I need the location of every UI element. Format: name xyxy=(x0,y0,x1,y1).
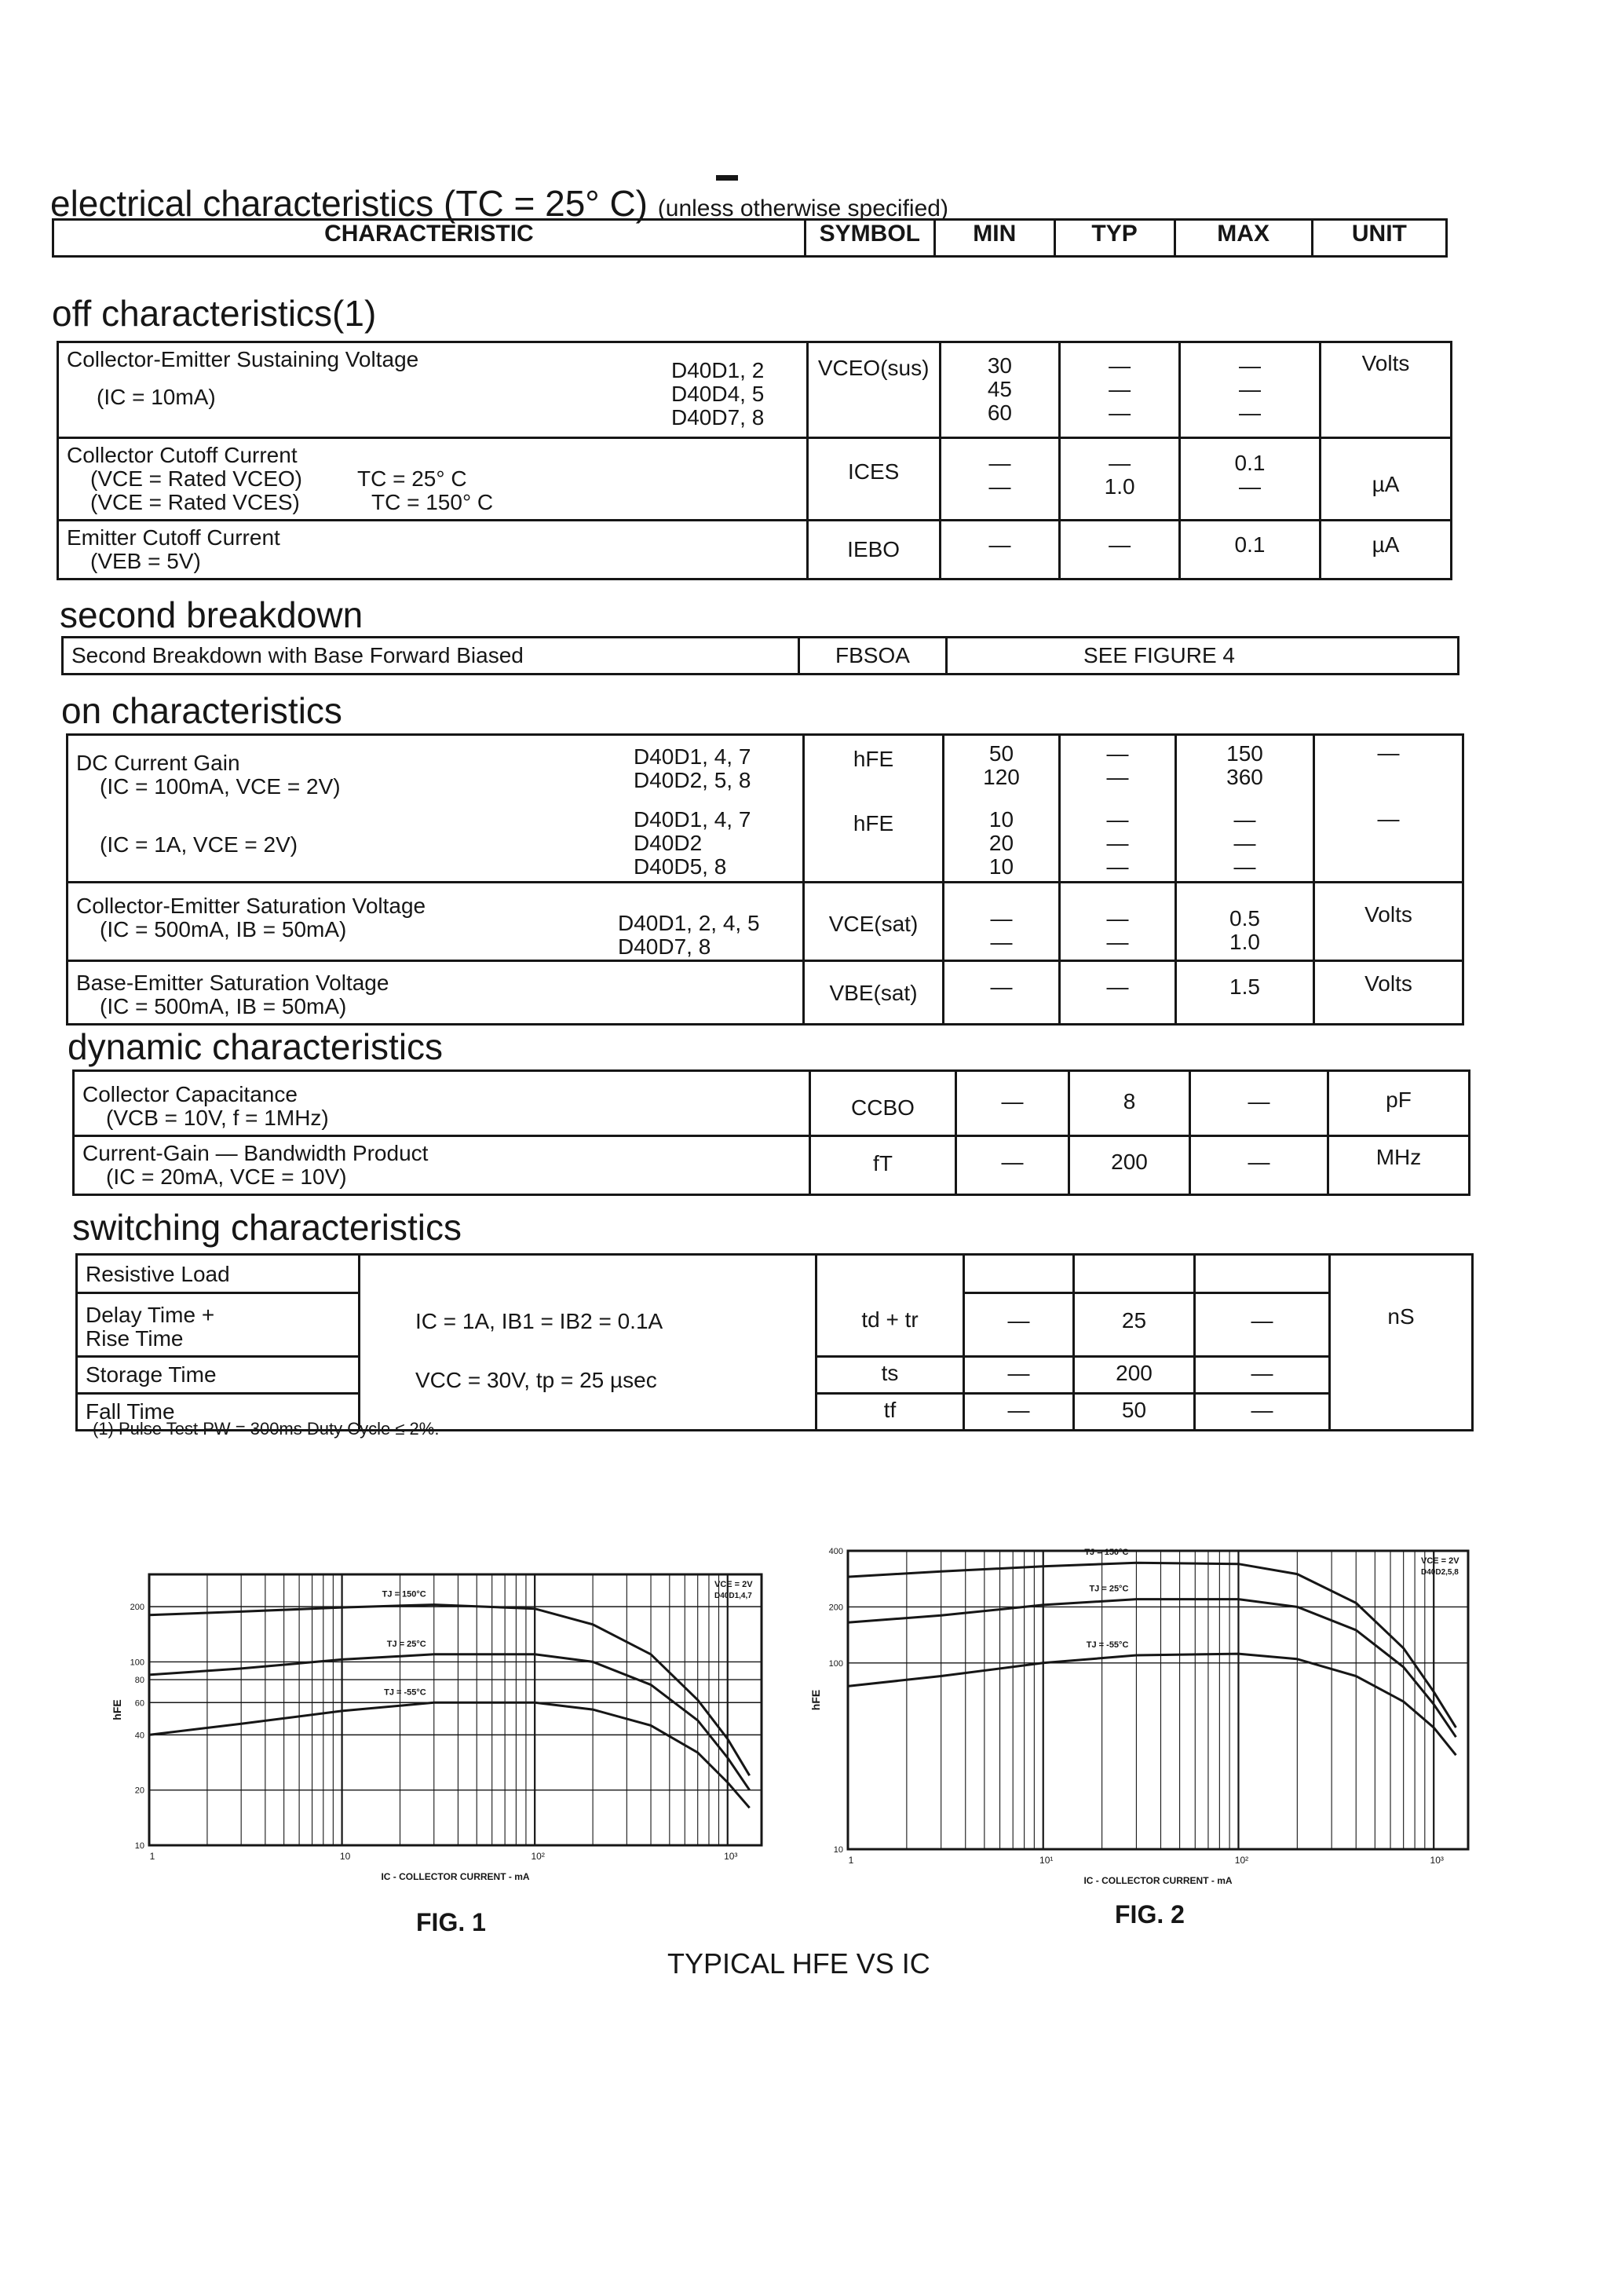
y-tick-label: 10 xyxy=(833,1845,843,1855)
fig1-chart xyxy=(110,1555,785,1908)
device-list xyxy=(634,745,751,792)
y-axis-label: hFE xyxy=(809,1689,822,1711)
characteristic-name: Rise Time xyxy=(86,1326,184,1351)
symbol: IEBO xyxy=(847,537,901,561)
unit-cell xyxy=(1330,1293,1473,1431)
value: 60 xyxy=(987,400,1013,425)
value: — xyxy=(1238,400,1261,425)
curve-label: TJ = -55°C xyxy=(384,1687,426,1698)
unit-cell xyxy=(1328,1136,1470,1195)
table-row xyxy=(74,1136,1470,1195)
value: — xyxy=(1106,974,1129,999)
typ-cell xyxy=(1060,342,1180,438)
value: 10 xyxy=(988,807,1014,832)
table-row xyxy=(77,1255,1473,1293)
device: D40D4, 5 xyxy=(671,382,765,406)
table-row xyxy=(68,960,1463,1024)
value: 0.1 xyxy=(1234,532,1266,557)
symbol-cell xyxy=(816,1293,964,1357)
device: D40D1, 4, 7 xyxy=(634,807,751,832)
characteristic-name: Delay Time + xyxy=(86,1303,215,1327)
x-tick-label: 10 xyxy=(339,1851,351,1862)
value: — xyxy=(1238,353,1261,378)
symbol-cell xyxy=(799,638,947,675)
col-typ: TYP xyxy=(1054,220,1174,257)
value: 0.5 xyxy=(1229,905,1260,930)
test-condition: (VCB = 10V, f = 1MHz) xyxy=(106,1106,329,1130)
series-line xyxy=(149,1654,750,1790)
condition-cell xyxy=(360,1293,816,1357)
characteristic-name: Storage Time xyxy=(86,1362,217,1387)
symbol: hFE xyxy=(853,811,894,835)
unit-cell xyxy=(1321,521,1452,579)
value: — xyxy=(1238,377,1261,401)
symbol-cell xyxy=(810,1071,956,1136)
value: — xyxy=(1001,1150,1024,1174)
min-cell xyxy=(964,1394,1074,1431)
symbol-cell xyxy=(807,342,940,438)
value: — xyxy=(1109,400,1131,425)
unit: — xyxy=(1377,740,1400,765)
characteristic-name: Collector Capacitance xyxy=(82,1082,298,1106)
table-row xyxy=(58,342,1452,438)
value: — xyxy=(1106,854,1129,879)
characteristic-name: Base-Emitter Saturation Voltage xyxy=(76,970,389,995)
value: — xyxy=(1106,831,1129,855)
test-condition: (IC = 500mA, IB = 50mA) xyxy=(100,916,347,941)
fig1-label: FIG. 1 xyxy=(416,1908,486,1936)
value: — xyxy=(988,451,1011,475)
unit-cell xyxy=(1314,803,1463,882)
min-cell xyxy=(944,803,1060,882)
unit: — xyxy=(1377,806,1400,831)
typ-cell xyxy=(1074,1293,1195,1357)
value: — xyxy=(1007,1361,1030,1385)
symbol: ts xyxy=(881,1361,899,1385)
table-row xyxy=(77,1357,1473,1394)
typ-cell xyxy=(1060,960,1176,1024)
unit: pF xyxy=(1386,1088,1412,1112)
series-line xyxy=(848,1563,1456,1727)
y-tick-label: 200 xyxy=(828,1603,843,1613)
table-row xyxy=(68,735,1463,804)
test-condition: (IC = 10mA) xyxy=(97,385,216,409)
off-section-title: off characteristics(1) xyxy=(52,293,377,334)
symbol: ICES xyxy=(847,459,900,484)
series-line xyxy=(848,1654,1456,1755)
value: 8 xyxy=(1123,1089,1136,1113)
value: 200 xyxy=(1111,1150,1148,1174)
symbol: td + tr xyxy=(861,1307,919,1332)
max-cell xyxy=(1195,1293,1330,1357)
max-cell xyxy=(1176,735,1314,804)
col-max: MAX xyxy=(1174,220,1312,257)
x-tick-label: 10² xyxy=(1234,1855,1249,1866)
min-cell xyxy=(940,342,1060,438)
value: 50 xyxy=(1121,1398,1147,1422)
max-cell xyxy=(1179,342,1320,438)
symbol-cell xyxy=(804,803,944,882)
unit-cell xyxy=(1314,960,1463,1024)
fig2-plot xyxy=(809,1547,1468,1886)
series-line xyxy=(848,1600,1456,1738)
symbol-cell xyxy=(804,960,944,1024)
typ-cell xyxy=(1060,882,1176,960)
value: 120 xyxy=(983,765,1020,789)
value: — xyxy=(1251,1361,1273,1385)
value: — xyxy=(1109,353,1131,378)
test-condition: (VCE = Rated VCEO) xyxy=(90,466,302,491)
unit-cell xyxy=(1314,882,1463,960)
device-list xyxy=(634,808,751,879)
value: 0.1 xyxy=(1234,451,1266,475)
value: — xyxy=(1251,1398,1273,1422)
x-tick-label: 10³ xyxy=(724,1851,738,1862)
temperature: TC = 150° C xyxy=(371,490,494,514)
min-cell xyxy=(944,960,1060,1024)
unit: nS xyxy=(1387,1303,1415,1329)
table-row xyxy=(77,1293,1473,1357)
unit-cell xyxy=(1321,438,1452,521)
value: 1.5 xyxy=(1229,974,1260,999)
switching-section-title: switching characteristics xyxy=(72,1207,462,1248)
typ-spacer xyxy=(1074,1255,1195,1293)
curve-label: TJ = 150°C xyxy=(382,1589,426,1600)
resistive-load-label: Resistive Load xyxy=(86,1262,230,1286)
max-cell xyxy=(1176,803,1314,882)
characteristic-cell xyxy=(74,1136,810,1195)
unit-cell xyxy=(1321,342,1452,438)
symbol: VBE(sat) xyxy=(829,980,918,1005)
characteristic-cell xyxy=(58,438,808,521)
on-table xyxy=(66,733,1464,1026)
unit-cell xyxy=(1328,1071,1470,1136)
symbol: CCBO xyxy=(851,1095,915,1120)
switching-table xyxy=(75,1253,1474,1431)
curve-label: TJ = 150°C xyxy=(1084,1548,1129,1558)
value: — xyxy=(1233,831,1256,855)
value: 150 xyxy=(1226,741,1263,766)
device: D40D2, 5, 8 xyxy=(634,768,751,792)
y-tick-label: 60 xyxy=(134,1698,144,1709)
characteristic-cell xyxy=(58,521,808,579)
min-cell xyxy=(964,1293,1074,1357)
value: — xyxy=(1007,1308,1030,1333)
legend-entry: VCE = 2V xyxy=(714,1580,753,1589)
symbol-cell xyxy=(810,1136,956,1195)
temperature: TC = 25° C xyxy=(357,466,467,491)
y-tick-label: 20 xyxy=(134,1786,144,1796)
unit: µA xyxy=(1372,532,1400,557)
min-cell xyxy=(940,438,1060,521)
value: — xyxy=(1106,765,1129,789)
device-list xyxy=(671,359,764,430)
value: — xyxy=(1109,451,1131,475)
symbol-cell xyxy=(804,735,944,804)
off-table xyxy=(57,341,1452,580)
characteristic-cell xyxy=(68,882,804,960)
unit: MHz xyxy=(1375,1145,1422,1169)
second-section-title: second breakdown xyxy=(60,594,363,635)
y-tick-label: 80 xyxy=(134,1676,144,1686)
symbol-cell xyxy=(816,1394,964,1431)
value: — xyxy=(1106,929,1129,954)
device: D40D5, 8 xyxy=(634,854,727,879)
characteristic-name: Collector Cutoff Current xyxy=(67,443,298,467)
test-condition: (VCE = Rated VCES) xyxy=(90,490,300,514)
value: — xyxy=(1109,377,1131,401)
value: 25 xyxy=(1121,1308,1147,1333)
symbol: FBSOA xyxy=(835,643,910,667)
value: 360 xyxy=(1226,765,1263,789)
test-condition: (IC = 1A, VCE = 2V) xyxy=(100,832,298,857)
value: 1.0 xyxy=(1229,929,1260,954)
typ-cell xyxy=(1060,735,1176,804)
table-row xyxy=(58,438,1452,521)
unit: µA xyxy=(1372,472,1400,496)
characteristic-name: Second Breakdown with Base Forward Biased xyxy=(71,643,524,667)
value: — xyxy=(990,905,1013,930)
unit: Volts xyxy=(1361,351,1410,375)
value: 20 xyxy=(988,831,1014,855)
table-row xyxy=(68,803,1463,882)
typ-cell xyxy=(1069,1136,1190,1195)
y-tick-label: 100 xyxy=(828,1658,843,1669)
max-cell xyxy=(1190,1071,1328,1136)
table-row xyxy=(63,638,1459,675)
y-tick-label: 400 xyxy=(828,1547,843,1556)
test-condition: IC = 1A, IB1 = IB2 = 0.1A xyxy=(415,1308,663,1333)
symbol: hFE xyxy=(853,747,894,771)
characteristic-name: Collector-Emitter Sustaining Voltage xyxy=(67,347,419,371)
value: — xyxy=(1238,474,1261,499)
characteristic-cell xyxy=(77,1293,360,1357)
symbol-cell xyxy=(804,882,944,960)
device: D40D1, 4, 7 xyxy=(634,744,751,769)
characteristic-name: Fall Time xyxy=(86,1399,175,1424)
symbol-spacer xyxy=(816,1255,964,1293)
col-characteristic: CHARACTERISTIC xyxy=(53,220,806,257)
value: — xyxy=(1106,905,1129,930)
see-figure-text: SEE FIGURE 4 xyxy=(1083,643,1235,667)
value: — xyxy=(1248,1150,1270,1174)
device-list xyxy=(618,912,760,959)
y-tick-label: 10 xyxy=(134,1841,144,1851)
curve-label: TJ = 25°C xyxy=(1089,1584,1129,1594)
value: 45 xyxy=(987,377,1013,401)
legend-entry: VCE = 2V xyxy=(1421,1556,1459,1566)
max-cell xyxy=(1179,521,1320,579)
footnote: (1) Pulse Test PW = 300ms Duty Cycle ≤ 2%. xyxy=(93,1419,440,1439)
column-header-table xyxy=(52,218,1448,258)
symbol: VCE(sat) xyxy=(828,911,919,936)
heading-condition: (TC = 25° C) xyxy=(444,183,648,224)
unit: Volts xyxy=(1364,971,1412,996)
value: 10 xyxy=(988,854,1014,879)
characteristic-cell xyxy=(68,960,804,1024)
min-cell xyxy=(944,882,1060,960)
min-cell xyxy=(956,1071,1069,1136)
characteristic-cell xyxy=(68,803,804,882)
device: D40D2 xyxy=(634,831,703,855)
legend-entry: D40D2,5,8 xyxy=(1421,1568,1459,1577)
table-row xyxy=(68,882,1463,960)
dynamic-table xyxy=(72,1069,1470,1196)
table-row xyxy=(74,1071,1470,1136)
max-cell xyxy=(1179,438,1320,521)
value: — xyxy=(1106,741,1129,766)
symbol: fT xyxy=(873,1151,893,1175)
device: D40D1, 2, 4, 5 xyxy=(618,910,760,935)
characteristic-cell xyxy=(74,1071,810,1136)
value: — xyxy=(1233,854,1256,879)
x-tick-label: 1 xyxy=(149,1851,155,1862)
max-cell xyxy=(1176,960,1314,1024)
legend-entry: D40D1,4,7 xyxy=(714,1592,752,1600)
characteristic-name: Emitter Cutoff Current xyxy=(67,525,280,550)
min-cell xyxy=(940,521,1060,579)
y-tick-label: 200 xyxy=(130,1603,144,1613)
value: — xyxy=(1251,1308,1273,1333)
symbol-cell xyxy=(807,521,940,579)
value: — xyxy=(990,929,1013,954)
min-cell xyxy=(944,735,1060,804)
symbol-cell xyxy=(807,438,940,521)
value: — xyxy=(1109,532,1131,557)
series-line xyxy=(149,1702,750,1808)
resistive-load-cell xyxy=(77,1255,360,1293)
characteristic-cell xyxy=(77,1357,360,1394)
symbol: tf xyxy=(883,1398,897,1422)
test-condition: (IC = 500mA, IB = 50mA) xyxy=(100,993,347,1018)
min-cell xyxy=(964,1357,1074,1394)
characteristic-cell xyxy=(58,342,808,438)
top-dash-mark xyxy=(716,175,738,181)
x-tick-label: 1 xyxy=(848,1855,854,1866)
symbol: VCEO(sus) xyxy=(817,356,930,380)
second-breakdown-table xyxy=(61,636,1459,675)
max-cell xyxy=(1190,1136,1328,1195)
unit: Volts xyxy=(1364,901,1412,927)
see-figure-cell xyxy=(947,638,1459,675)
typ-cell xyxy=(1069,1071,1190,1136)
y-tick-label: 100 xyxy=(130,1658,144,1668)
x-tick-label: 10² xyxy=(531,1851,545,1862)
temperature-conditions xyxy=(357,467,493,514)
fig2-label: FIG. 2 xyxy=(1115,1900,1185,1929)
figures-caption: TYPICAL HFE VS IC xyxy=(667,1947,930,1980)
max-cell xyxy=(1176,882,1314,960)
col-symbol: SYMBOL xyxy=(805,220,934,257)
typ-cell xyxy=(1074,1394,1195,1431)
test-condition: (VEB = 5V) xyxy=(90,549,201,573)
characteristic-name: DC Current Gain xyxy=(76,751,240,775)
y-tick-label: 40 xyxy=(134,1731,144,1741)
value: — xyxy=(990,974,1013,999)
characteristic-name: Collector-Emitter Saturation Voltage xyxy=(76,893,426,918)
typ-cell xyxy=(1060,521,1180,579)
y-axis-label: hFE xyxy=(111,1699,123,1720)
value: 30 xyxy=(987,353,1013,378)
on-section-title: on characteristics xyxy=(61,690,342,731)
value: 1.0 xyxy=(1104,474,1135,499)
heading-title: electrical characteristics xyxy=(50,183,434,224)
device: D40D7, 8 xyxy=(618,934,711,959)
condition-spacer xyxy=(360,1255,816,1293)
table-row xyxy=(58,521,1452,579)
characteristic-cell xyxy=(68,735,804,804)
col-min: MIN xyxy=(934,220,1054,257)
min-cell xyxy=(956,1136,1069,1195)
value: — xyxy=(1233,807,1256,832)
device: D40D7, 8 xyxy=(671,405,765,430)
value: — xyxy=(988,532,1011,557)
typ-cell xyxy=(1074,1357,1195,1394)
x-axis-label: IC - COLLECTOR CURRENT - mA xyxy=(1083,1875,1233,1886)
value: — xyxy=(988,474,1011,499)
typ-cell xyxy=(1060,438,1180,521)
characteristic-name: Current-Gain — Bandwidth Product xyxy=(82,1141,429,1165)
test-condition: (IC = 100mA, VCE = 2V) xyxy=(100,774,341,799)
x-tick-label: 10³ xyxy=(1430,1855,1444,1866)
heading-note: (unless otherwise specified) xyxy=(657,196,948,221)
unit-spacer xyxy=(1330,1255,1473,1293)
max-cell xyxy=(1195,1394,1330,1431)
typ-cell xyxy=(1060,803,1176,882)
max-spacer xyxy=(1195,1255,1330,1293)
unit-cell xyxy=(1314,735,1463,804)
curve-label: TJ = 25°C xyxy=(386,1639,426,1649)
characteristic-cell xyxy=(63,638,799,675)
max-cell xyxy=(1195,1357,1330,1394)
dynamic-section-title: dynamic characteristics xyxy=(68,1026,444,1067)
value: — xyxy=(1106,807,1129,832)
col-unit: UNIT xyxy=(1312,220,1446,257)
value: — xyxy=(1248,1089,1270,1113)
test-condition: VCC = 30V, tp = 25 µsec xyxy=(415,1367,657,1392)
curve-label: TJ = -55°C xyxy=(1086,1640,1129,1650)
value: 200 xyxy=(1116,1361,1153,1385)
value: — xyxy=(1007,1398,1030,1422)
x-axis-label: IC - COLLECTOR CURRENT - mA xyxy=(381,1871,530,1882)
device: D40D1, 2 xyxy=(671,358,765,382)
fig2-chart xyxy=(809,1531,1476,1886)
symbol-cell xyxy=(816,1357,964,1394)
min-spacer xyxy=(964,1255,1074,1293)
x-tick-label: 10¹ xyxy=(1039,1855,1054,1866)
fig1-plot xyxy=(111,1574,762,1882)
value: 50 xyxy=(988,741,1014,766)
value: — xyxy=(1001,1089,1024,1113)
test-condition: (IC = 20mA, VCE = 10V) xyxy=(106,1164,347,1189)
